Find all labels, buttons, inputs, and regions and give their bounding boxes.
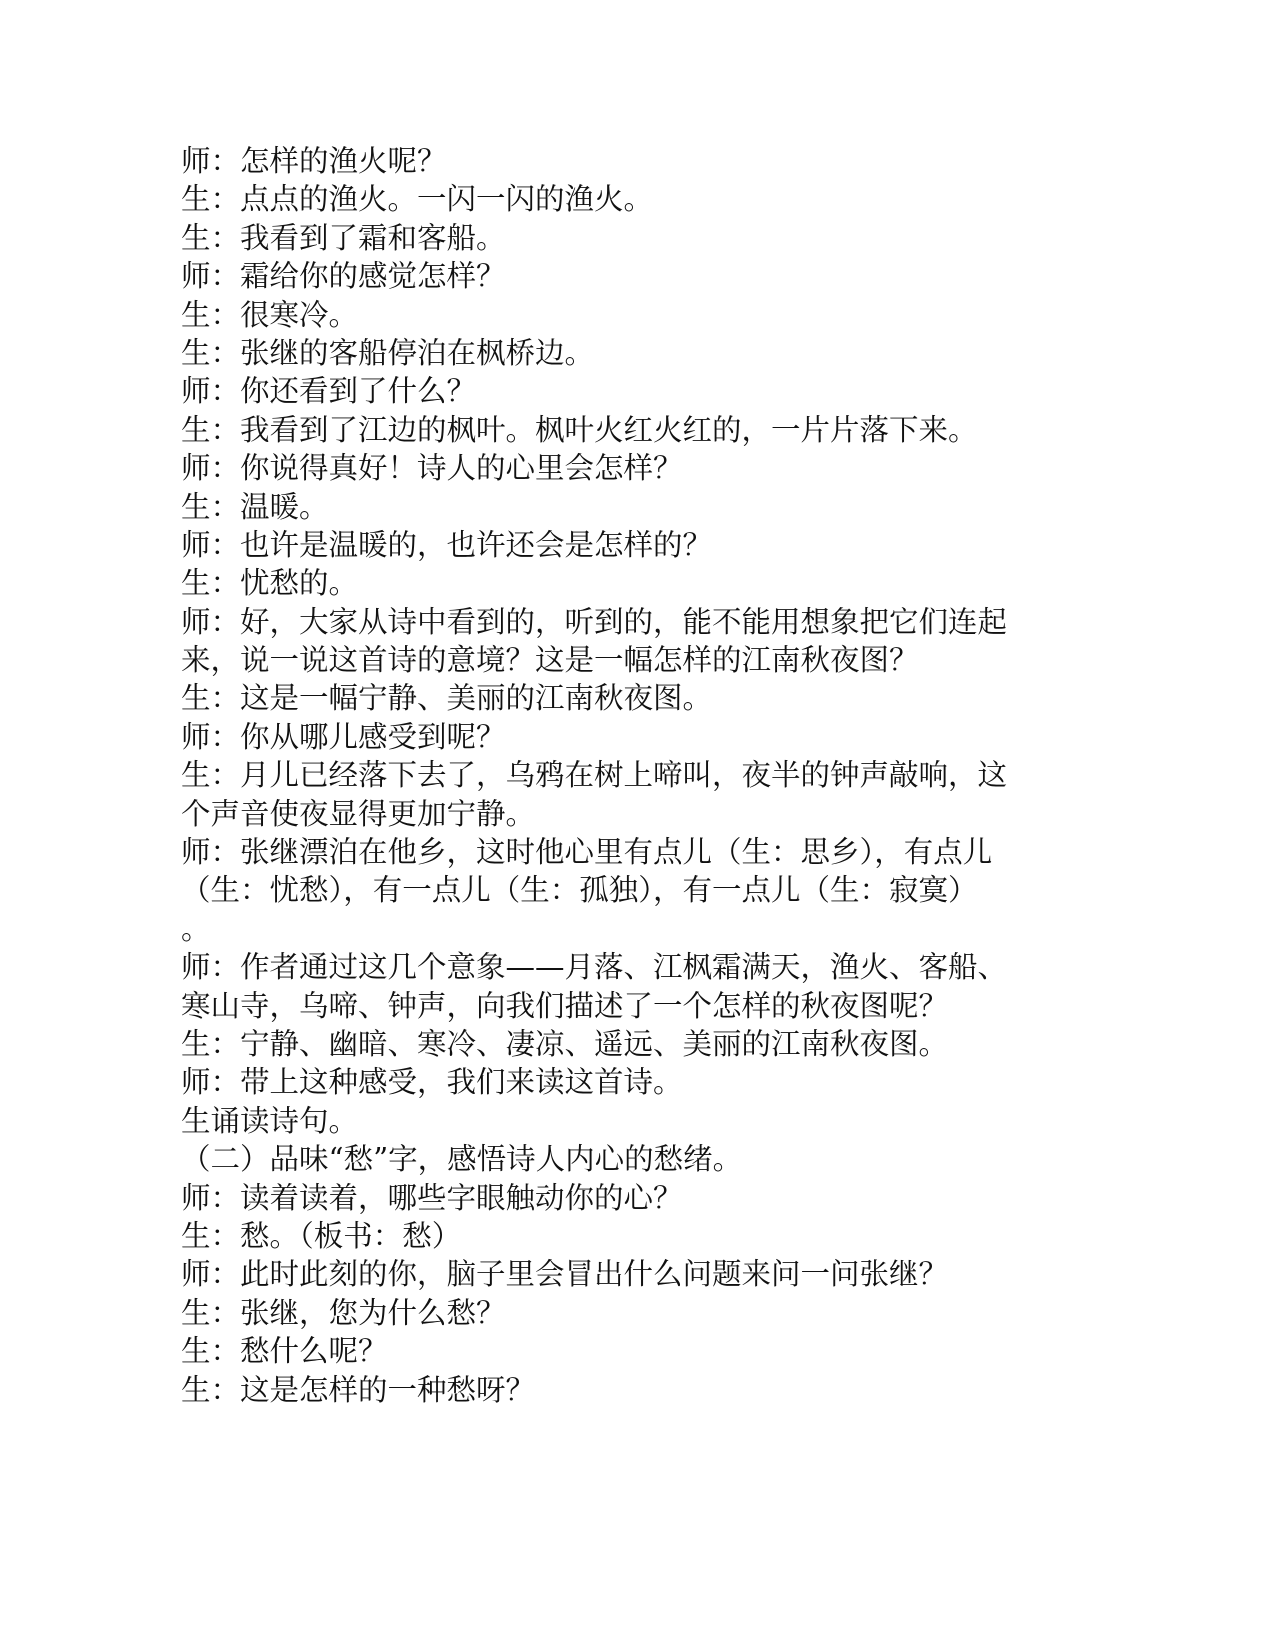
text-line: 生：我看到了霜和客船。 [181,220,506,255]
text-line: 生：张继，您为什么愁？ [181,1295,506,1330]
text-line: 生：忧愁的。 [181,566,359,601]
text-line: 生：很寒冷。 [181,297,359,332]
text-line: 师：你从哪儿感受到呢？ [181,719,506,754]
text-line: 师：读着读着，哪些字眼触动你的心？ [181,1180,683,1215]
text-line: 生：这是怎样的一种愁呀？ [181,1372,536,1407]
text-line: 来，说一说这首诗的意境？这是一幅怎样的江南秋夜图？ [181,643,919,678]
text-line: 师：怎样的渔火呢？ [181,144,447,178]
text-line: 生：张继的客船停泊在枫桥边。 [181,335,595,370]
text-line: 生：愁什么呢？ [181,1334,388,1369]
text-line: 师：带上这种感受，我们来读这首诗。 [181,1065,683,1100]
text-line: 生：宁静、幽暗、寒冷、凄凉、遥远、美丽的江南秋夜图。 [181,1026,949,1061]
document-page [181,142,1016,1409]
text-line: （生：忧愁），有一点儿（生：孤独），有一点儿（生：寂寞） [181,873,978,908]
text-line: 生诵读诗句。 [181,1103,359,1138]
text-line: 师：作者通过这几个意象——月落、江枫霜满天，渔火、客船、 [181,950,1008,985]
text-line: 。 [181,911,211,946]
text-line: 师：霜给你的感觉怎样？ [181,259,506,294]
text-line: 师：也许是温暖的，也许还会是怎样的？ [181,527,713,562]
text-line: 生：我看到了江边的枫叶。枫叶火红火红的，一片片落下来。 [181,412,978,447]
text-line: 师：好，大家从诗中看到的，听到的，能不能用想象把它们连起 [181,604,1008,639]
text-line: 寒山寺，乌啼、钟声，向我们描述了一个怎样的秋夜图呢？ [181,988,949,1023]
text-line: 生：这是一幅宁静、美丽的江南秋夜图。 [181,681,713,716]
text-line: 生：愁。（板书：愁） [181,1218,462,1253]
text-line: 生：点点的渔火。一闪一闪的渔火。 [181,182,654,217]
text-line: 师：此时此刻的你，脑子里会冒出什么问题来问一问张继？ [181,1257,949,1292]
section-heading: （二）品味“愁”字，感悟诗人内心的愁绪。 [181,1142,743,1177]
text-line: 生：月儿已经落下去了，乌鸦在树上啼叫，夜半的钟声敲响，这 [181,758,1008,793]
text-line: 生：温暖。 [181,489,329,524]
text-line: 师：你说得真好！诗人的心里会怎样？ [181,451,683,486]
text-line: 个声音使夜显得更加宁静。 [181,796,536,831]
text-line: 师：你还看到了什么？ [181,374,477,409]
text-line: 师：张继漂泊在他乡，这时他心里有点儿（生：思乡），有点儿 [181,835,993,870]
